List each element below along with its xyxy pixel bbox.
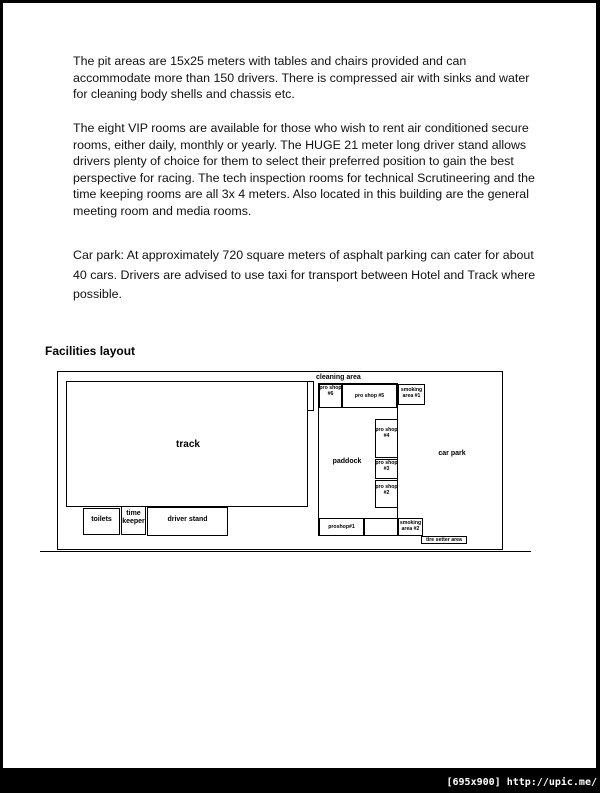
- vip-rooms-paragraph: The eight VIP rooms are available for those who wish to rent air conditioned secure rooms, either daily, monthly or yearly. The HUGE 21 meter long driver stand allows drivers plenty of choice for them to select their preferred position to gain the best perspective for racing. The tech inspection rooms for technical Scrutineering and the time keeping rooms are all 3x 4 meters. Also located in this building are the general meeting room and media rooms.: [73, 121, 535, 218]
- proshop-1-label: proshop#1: [328, 524, 355, 530]
- cleaning-strip: [307, 381, 314, 411]
- driver-stand-label: driver stand: [167, 516, 208, 523]
- pro-shop-3-label: pro shop #3: [375, 460, 398, 472]
- track-label: track: [176, 439, 200, 450]
- ground-line: [40, 551, 531, 552]
- smoking-area-2-label: smoking area #2: [399, 520, 422, 532]
- time-keeper-label: time keeper: [122, 510, 145, 525]
- car-park-label: car park: [438, 450, 466, 457]
- pit-areas-paragraph: The pit areas are 15x25 meters with tables and chairs provided and can accommodate more than 150 drivers. There is compressed air with sinks and water for cleaning body shells and chassis etc.: [73, 54, 530, 101]
- toilets-label: toilets: [91, 516, 112, 523]
- pro-shop-2-label: pro shop #2: [375, 484, 398, 496]
- unlabeled-room: [364, 518, 398, 536]
- pro-shop-4-label: pro shop #4: [375, 427, 398, 439]
- pro-shop-6-label: pro shop #6: [319, 385, 342, 397]
- car-park-paragraph: Car park: At approximately 720 square meters of asphalt parking can cater for about 40 cars. Drivers are advised to use taxi for transport between Hotel and Track where possible.: [73, 248, 536, 301]
- smoking-area-1-label: smoking area #1: [400, 387, 423, 399]
- document-page: [2, 2, 597, 769]
- facilities-layout-heading: Facilities layout: [45, 344, 136, 358]
- paddock-label: paddock: [332, 458, 362, 465]
- cleaning-area-label: cleaning area: [316, 374, 361, 381]
- watermark-footer: [695x900] http://upic.me/: [446, 777, 597, 788]
- pro-shop-5-label: pro shop #5: [354, 393, 385, 399]
- tire-setter-area-label: tire setter area: [426, 537, 462, 543]
